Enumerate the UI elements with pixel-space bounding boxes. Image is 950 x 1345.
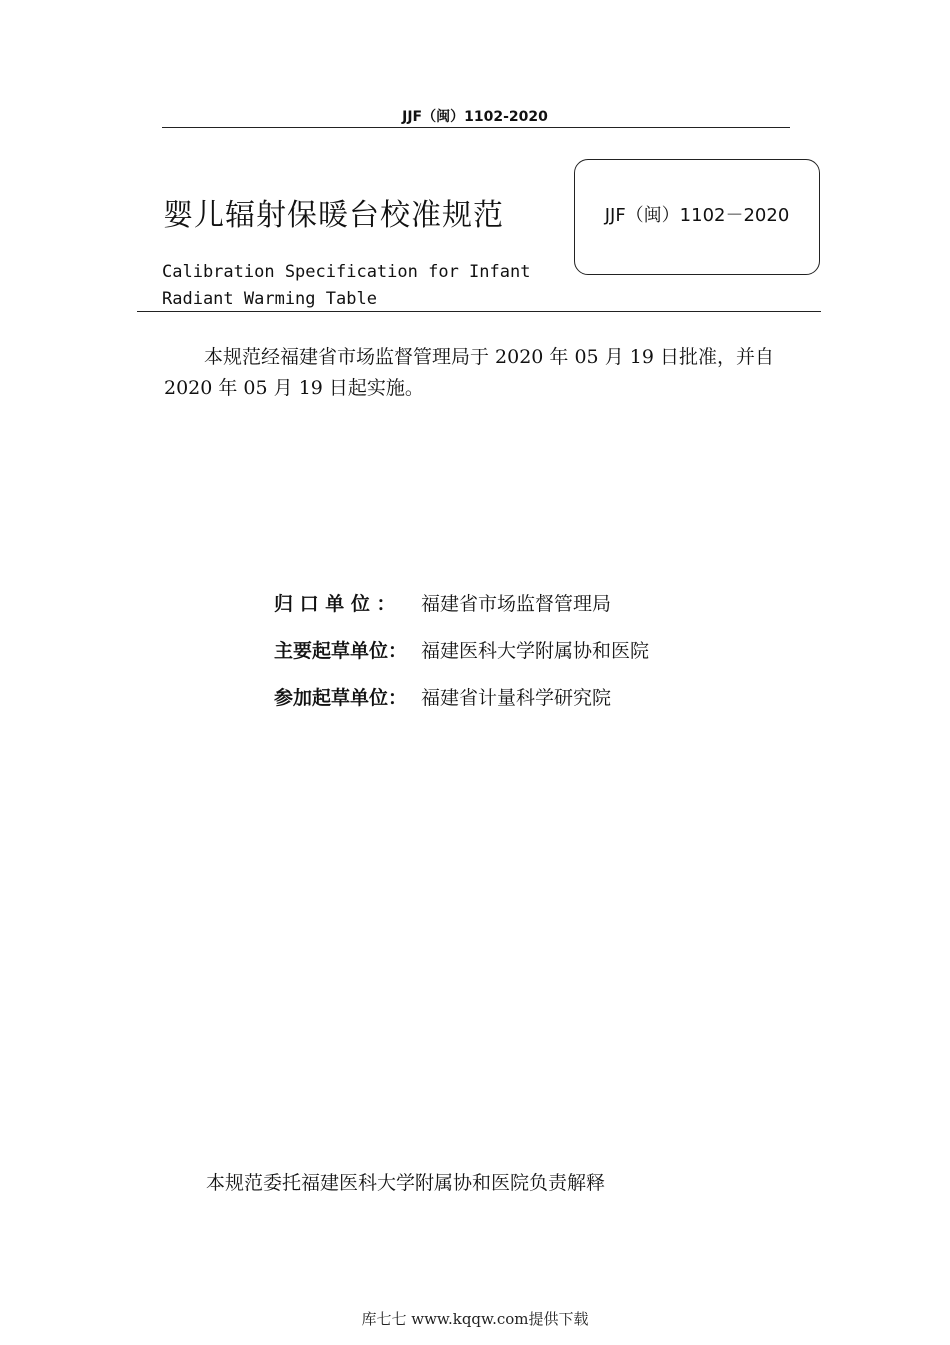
title-english-line-2: Radiant Warming Table <box>162 289 377 309</box>
header-divider <box>162 127 790 128</box>
org-value: 福建医科大学附属协和医院 <box>421 640 650 662</box>
standard-code-box-text: JJF（闽）1102－2020 <box>604 205 790 226</box>
org-label: 归 口 单 位 ： <box>274 593 396 615</box>
document-title-english <box>162 259 582 313</box>
org-row-centralized-unit <box>274 589 611 616</box>
org-value: 福建省市场监督管理局 <box>421 593 612 615</box>
org-value: 福建省计量科学研究院 <box>421 687 612 709</box>
title-english-line-1: Calibration Specification for Infant <box>162 262 531 282</box>
org-label: 参加起草单位： <box>274 687 408 709</box>
document-title-chinese: 婴儿辐射保暖台校准规范 <box>163 198 504 233</box>
org-label: 主要起草单位： <box>274 640 408 662</box>
download-footer: 库七七 www.kqqw.com提供下载 <box>361 1310 589 1328</box>
standard-code-box <box>574 159 820 275</box>
title-divider <box>137 311 821 312</box>
org-row-main-drafter <box>274 636 649 663</box>
org-row-participating-drafter <box>274 683 611 710</box>
header-standard-code: JJF（闽）1102-2020 <box>402 109 548 125</box>
approval-statement: 本规范经福建省市场监督管理局于 2020 年 05 月 19 日批准，并自 2020 年 05 月 19 日起实施。 <box>164 346 774 399</box>
interpretation-statement: 本规范委托福建医科大学附属协和医院负责解释 <box>206 1172 606 1194</box>
